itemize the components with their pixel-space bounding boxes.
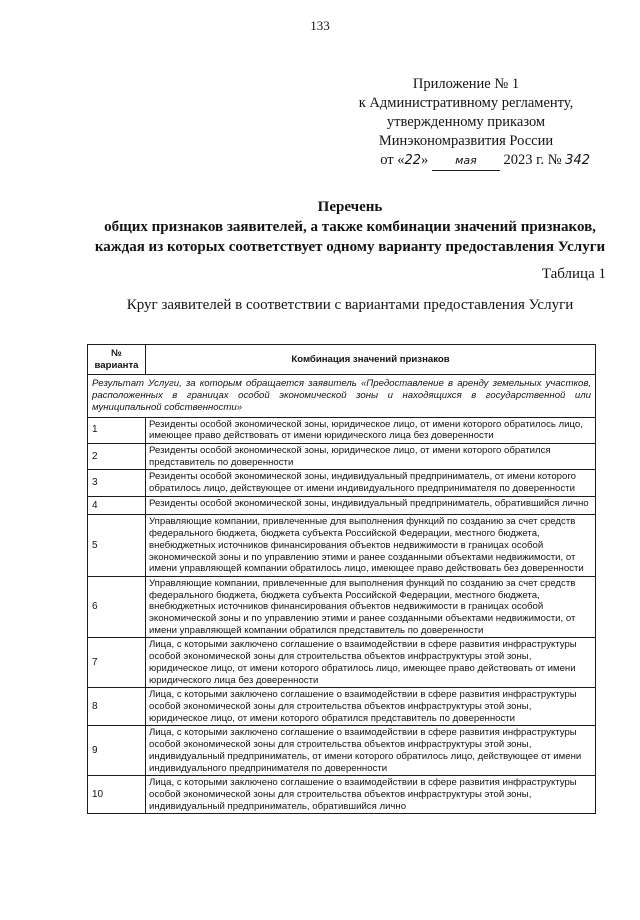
document-title bbox=[60, 197, 640, 257]
table-row bbox=[88, 638, 596, 688]
order-month: мая bbox=[432, 151, 500, 171]
variant-description: Лица, с которыми заключено соглашение о взаимодействии в сфере развития инфраструктуры особой экономической зоны для строительства объектов инфраструктуры этой зоны, индивидуальный предприниматель, обратившийся лично bbox=[146, 776, 596, 814]
table-row bbox=[88, 576, 596, 638]
order-year: 2023 г. № bbox=[503, 152, 566, 168]
order-day: 22 bbox=[404, 153, 422, 168]
title-line-2: общих признаков заявителей, а также комбинации значений признаков, bbox=[104, 219, 596, 235]
variant-description: Резиденты особой экономической зоны, юридическое лицо, от имени которого обратилось лицо, имеющее право действовать от имени юридического лица без доверенности bbox=[146, 417, 596, 443]
appendix-regulation: к Административному регламенту, bbox=[358, 95, 574, 111]
title-line-3: каждая из которых соответствует одному варианту предоставления Услуги bbox=[94, 239, 606, 255]
header-variant-number: № варианта bbox=[88, 345, 146, 375]
table-header-row bbox=[88, 345, 596, 375]
appendix-approved: утвержденному приказом bbox=[386, 114, 546, 130]
variant-number: 3 bbox=[88, 470, 146, 496]
variant-number: 5 bbox=[88, 515, 146, 577]
variant-description: Управляющие компании, привлеченные для выполнения функций по созданию за счет средств федерального бюджета, бюджета субъекта Российской Федерации, местного бюджета, внебюджетных источников финансирования объектов недвижимости в границах особой экономической зоны и по управлению этими и ранее созданными объектами недвижимости, от имени управляющей компании обратился представитель по доверенности bbox=[146, 576, 596, 638]
variant-description: Резиденты особой экономической зоны, юридическое лицо, от имени которого обратился представитель по доверенности bbox=[146, 443, 596, 469]
variant-number: 8 bbox=[88, 688, 146, 726]
variants-table bbox=[87, 344, 596, 814]
variant-number: 10 bbox=[88, 776, 146, 814]
variant-number: 4 bbox=[88, 496, 146, 515]
title-line-1: Перечень bbox=[317, 199, 383, 215]
variant-number: 7 bbox=[88, 638, 146, 688]
variant-description: Лица, с которыми заключено соглашение о взаимодействии в сфере развития инфраструктуры особой экономической зоны для строительства объектов инфраструктуры этой зоны, юридическое лицо, от имени которого обратилось лицо, имеющее право действовать от имени юридического лица без доверенности bbox=[146, 638, 596, 688]
variant-description: Управляющие компании, привлеченные для выполнения функций по созданию за счет средств федерального бюджета, бюджета субъекта Российской Федерации, местного бюджета, внебюджетных источников финансирования объектов недвижимости в границах особой экономической зоны и по управлению этими и ранее созданными объектами недвижимости, от имени управляющей компании обратилось лицо, имеющее право действовать без доверенности bbox=[146, 515, 596, 577]
variant-description: Резиденты особой экономической зоны, индивидуальный предприниматель, от имени которого обратилось лицо, действующее от имени индивидуального предпринимателя по доверенности bbox=[146, 470, 596, 496]
table-row bbox=[88, 496, 596, 515]
table-row bbox=[88, 726, 596, 776]
variant-number: 9 bbox=[88, 726, 146, 776]
result-description: Результат Услуги, за которым обращается заявитель «Предоставление в аренду земельных участков, расположенных в границах особой экономической зоны и находящихся в государственной или муниципальной собственности» bbox=[88, 375, 596, 417]
order-prefix: от « bbox=[380, 152, 405, 168]
variant-description: Лица, с которыми заключено соглашение о взаимодействии в сфере развития инфраструктуры особой экономической зоны для строительства объектов инфраструктуры этой зоны, индивидуальный предприниматель, от имени которого обратилось лицо, действующее от имени индивидуального предпринимателя по доверенности bbox=[146, 726, 596, 776]
variant-description: Резиденты особой экономической зоны, индивидуальный предприниматель, обратившийся лично bbox=[146, 496, 596, 515]
order-line bbox=[336, 151, 596, 171]
table-row bbox=[88, 776, 596, 814]
page-number: 133 bbox=[310, 18, 330, 33]
table-row bbox=[88, 417, 596, 443]
table-row bbox=[88, 515, 596, 577]
variant-description: Лица, с которыми заключено соглашение о взаимодействии в сфере развития инфраструктуры особой экономической зоны для строительства объектов инфраструктуры этой зоны, юридическое лицо, от имени которого обратился представитель по доверенности bbox=[146, 688, 596, 726]
appendix-header bbox=[336, 75, 596, 171]
order-number: 342 bbox=[565, 153, 590, 168]
header-combination: Комбинация значений признаков bbox=[146, 345, 596, 375]
table-row bbox=[88, 470, 596, 496]
variant-number: 6 bbox=[88, 576, 146, 638]
table-row bbox=[88, 688, 596, 726]
table-row bbox=[88, 443, 596, 469]
table-caption: Круг заявителей в соответствии с вариантами предоставления Услуги bbox=[126, 297, 574, 313]
order-mid: » bbox=[421, 152, 429, 168]
result-row bbox=[88, 375, 596, 417]
appendix-ministry: Минэкономразвития России bbox=[378, 133, 554, 149]
variant-number: 2 bbox=[88, 443, 146, 469]
variant-number: 1 bbox=[88, 417, 146, 443]
table-label: Таблица 1 bbox=[541, 266, 606, 282]
appendix-title: Приложение № 1 bbox=[412, 76, 520, 92]
